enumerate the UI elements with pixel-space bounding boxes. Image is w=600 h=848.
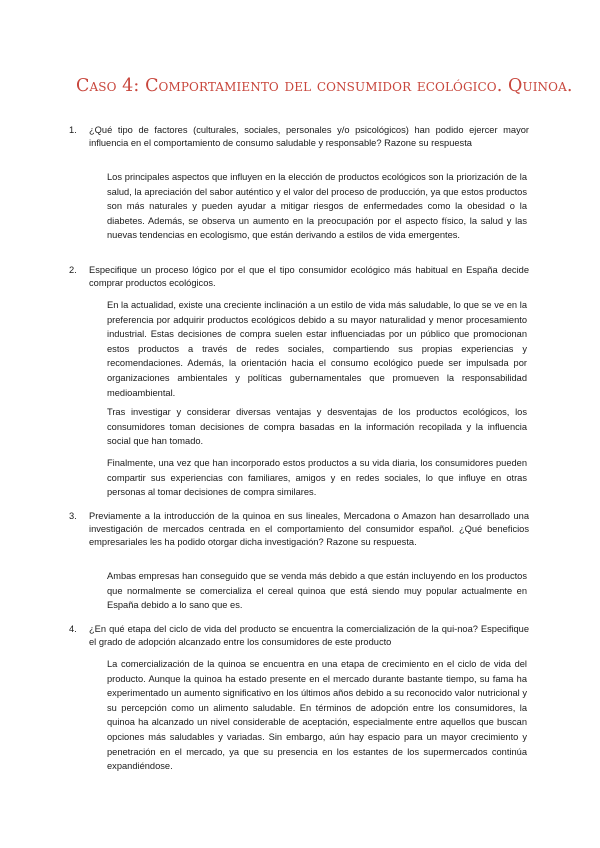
question-text: ¿En qué etapa del ciclo de vida del producto se encuentra la comercialización de la qui-noa? Especifique el grado de adopción alcanzado entre los consumidores de este producto [89,624,529,647]
question-number: 1. [69,125,77,135]
answer-paragraph: Los principales aspectos que influyen en la elección de productos ecológicos son la priorización de la salud, la apreciación del sabor auténtico y el valor del proceso de producción, ya que estos productos son más naturales y pueden ayudar a mitigar riesgos de enfermedades como la obesidad o la diabetes. Además, se observa un aumento en la preocupación por el aspecto físico, la salud y las nuevas tendencias en ecologismo, que están derivando a estilos de vida emergentes. [107,172,527,241]
question-3 [69,510,529,549]
document-title: Caso 4: Comportamiento del consumidor ecológico. Quinoa. [76,76,573,96]
question-2 [69,264,529,290]
question-number: 4. [69,624,77,634]
answer-paragraph: Ambas empresas han conseguido que se venda más debido a que están incluyendo en los productos que normalmente se comercializa el cereal quinoa que está siendo muy popular actualmente en España debido a lo sano que es. [107,571,527,611]
answer-paragraph: Finalmente, una vez que han incorporado estos productos a su vida diaria, los consumidores pueden compartir sus experiencias con familiares, amigos y en redes sociales, lo que influye en otras personas al tomar decisiones de compra similares. [107,458,527,498]
question-4 [69,623,529,649]
question-number: 2. [69,265,77,275]
question-1 [69,124,529,150]
question-text: Previamente a la introducción de la quinoa en sus lineales, Mercadona o Amazon han desarrollado una investigación de mercados centrada en el comportamiento del consumidor español. ¿Qué beneficios empresariales les ha podido otorgar dicha investigación? Razone su respuesta. [89,511,529,547]
question-text: ¿Qué tipo de factores (culturales, sociales, personales y/o psicológicos) han podido ejercer mayor influencia en el comportamiento de consumo saludable y responsable? Razone su respuesta [89,125,529,148]
answer-paragraph: En la actualidad, existe una creciente inclinación a un estilo de vida más saludable, lo que se ve en la preferencia por adquirir productos ecológicos debido a su mayor naturalidad y menor procesamiento industrial. Estas decisiones de compra suelen estar influenciadas por un público que promocionan estos productos a través de redes sociales, compartiendo sus propias experiencias y recomendaciones. Además, la orientación hacia el consumo ecológico puede ser impulsada por organizaciones ambientales y políticas gubernamentales que promueven la responsabilidad medioambiental. [107,300,527,398]
answer-paragraph: La comercialización de la quinoa se encuentra en una etapa de crecimiento en el ciclo de vida del producto. Aunque la quinoa ha estado presente en el mercado durante bastante tiempo, su fama ha experimentado un aumento significativo en los últimos años debido a su reconocido valor nutricional y su percepción como un alimento saludable. En términos de adopción entre los consumidores, la quinoa ha alcanzado un nivel considerable de aceptación, especialmente entre aquellos que buscan opciones más saludables y variadas. Sin embargo, aún hay espacio para un mayor crecimiento y penetración en el mercado, ya que su presencia en los estantes de los supermercados continúa expandiéndose. [107,659,527,772]
answer-paragraph: Tras investigar y considerar diversas ventajas y desventajas de los productos ecológicos, los consumidores toman decisiones de compra basadas en la información recopilada y la influencia social que han tomado. [107,407,527,447]
question-number: 3. [69,511,77,521]
question-text: Especifique un proceso lógico por el que el tipo consumidor ecológico más habitual en España decide comprar productos ecológicos. [89,265,529,288]
